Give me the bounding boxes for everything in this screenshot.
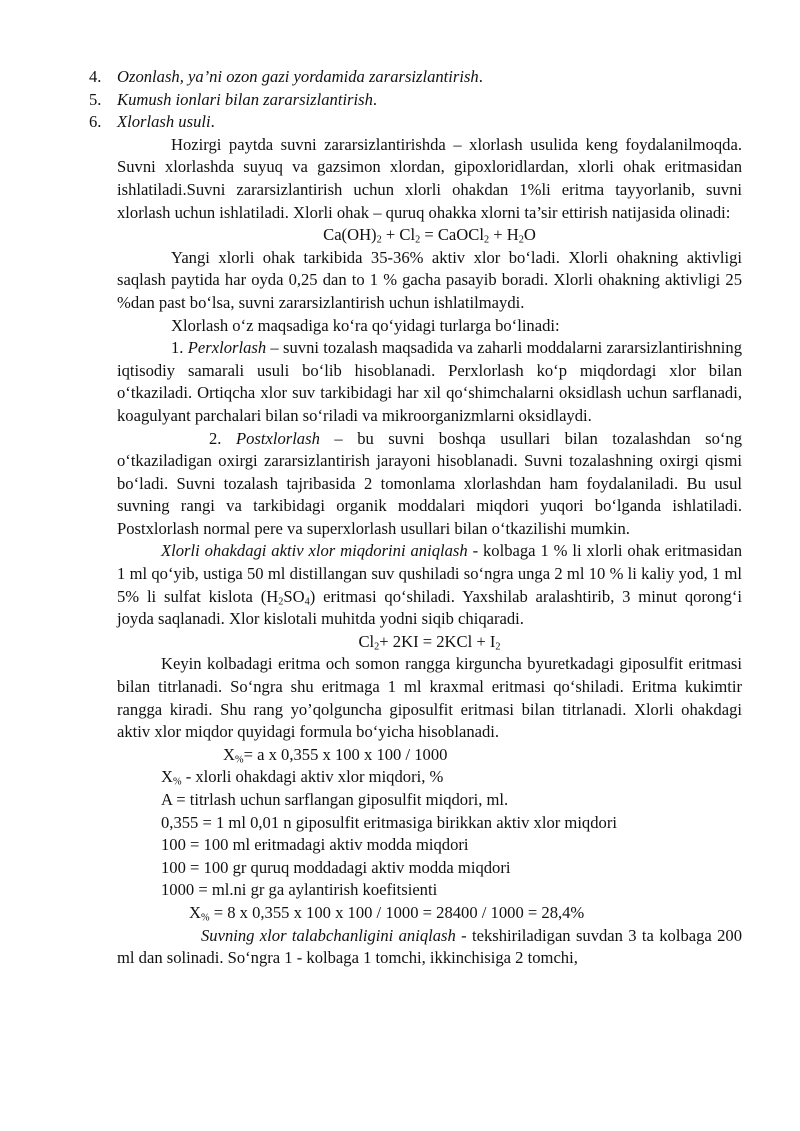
list-number: 4. (89, 67, 102, 86)
list-text: Xlorlash usuli (117, 112, 211, 132)
definition-line: 1000 = ml.ni gr ga aylantirish koefitsienti (161, 880, 438, 900)
paragraph-activity: Yangi xlorli ohak tarkibida 35-36% aktiv xlor bo‘ladi. Xlorli ohakning aktivligi saqlash paytida har oyda 0,25 dan to 1 % gacha pasayib boradi. Xlorli ohakning aktivligi 25 %dan past bo‘lsa, suvni zararsizlantirish uchun ishlatilmaydi. (117, 247, 742, 312)
formula-active-chlorine: $X_{\%}= a$ x 0,355 x 100 x 100 / 1000 (223, 744, 448, 766)
paragraph-postchlorination: 2. Postxlorlash – bu suvni boshqa usullari bilan tozalashdan so‘ng o‘tkaziladigan oxirgi zararsizlantirish jarayoni hisoblanadi. Suvni tozalashning oxirgi qismi bo‘ladi. Suvni tozalash tajribasida 2 tomonlama xlorlashdan ham foydalaniladi. Bu usul suvning rangi va tarkibidagi organik moddalari miqdori yuqori bo‘lganda ishlatiladi. Postxlorlash normal pere va superxlorlash usullari bilan o‘tkazilishi mumkin. (117, 428, 743, 538)
calculation-example: $X_{\%} = 8$ x 0,355 x 100 x 100 / 1000 = 28400 / 1000 = 28,4% (189, 902, 585, 924)
paragraph-active-chlorine-method: Xlorli ohakdagi aktiv xlor miqdorini aniqlash - kolbaga 1 % li xlorli ohak eritmasidan 1 ml qo‘yib, ustiga 50 ml distillangan suv qushiladi so‘ngra unga 2 ml 10 % li kaliy yod, 1 ml 5% li sulfat kislota $(H_2SO_4)$ eritmasi qo‘shiladi. Yaxshilab aralashtirib, 3 minut qorong‘i joyda saqlanadi. Xlor kislotali muhitda yodni siqib chiqaradi. (117, 541, 742, 629)
equation-iodine: $Cl_2+ 2KI = 2KCl + I_2$ (358, 631, 501, 653)
list-number: 6. (89, 112, 102, 132)
paragraph-chlorine-demand: Suvning xlor talabchanligini aniqlash - tekshiriladigan suvdan 3 ta kolbaga 200 ml dan solinadi. So‘ngra 1 - kolbaga 1 tomchi, ikkinchisiga 2 tomchi, (117, 925, 742, 968)
list-item: 5. Kumush ionlari bilan zararsizlantirish. (89, 89, 742, 112)
definition-line: $X_{\%}$ - xlorli ohakdagi aktiv xlor miqdori, % (161, 767, 444, 788)
document-page (89, 66, 743, 970)
term-active-chlorine: Xlorli ohakdagi aktiv xlor miqdorini aniqlash (161, 541, 468, 561)
equation-calcium-hypochlorite: $Ca(OH)_2 + Cl_2$ = CaOCl$_2$ + $H_2O$ (323, 225, 536, 246)
list-text: Ozonlash, ya’ni ozon gazi yordamida zararsizlantirish (117, 67, 479, 86)
definition-line: A = titrlash uchun sarflangan giposulfit miqdori, ml. (161, 790, 509, 809)
list-item: 6. Xlorlash usuli. (89, 111, 742, 134)
list-item: 4. Ozonlash, ya’ni ozon gazi yordamida zararsizlantirish. (89, 66, 742, 89)
definition-line: 100 = 100 gr quruq moddadagi aktiv modda miqdori (161, 857, 511, 877)
definition-line: 0,355 = 1 ml 0,01 n giposulfit eritmasiga birikkan aktiv xlor miqdori (161, 812, 617, 832)
list-number: 5. (89, 89, 102, 109)
paragraph-perchlorination: 1. Perxlorlash – suvni tozalash maqsadida va zaharli moddalarni zararsizlantirishning iqtisodiy samarali usuli bo‘lib hisoblanadi. Perxlorlash ko‘p miqdordagi xlor bilan o‘tkaziladi. Ortiqcha xlor suv tarkibidagi har xil qo‘shimchalarni oksidlash uchun sarflanadi, koagulyant parchalari bilan so‘riladi va mikroorganizmlarni oksidlaydi. (117, 338, 743, 425)
list-text: Kumush ionlari bilan zararsizlantirish (117, 89, 373, 109)
term-perchlorination: Perxlorlash (187, 338, 267, 358)
paragraph-types: Xlorlash o‘z maqsadiga ko‘ra qo‘yidagi turlarga bo‘linadi: (171, 315, 560, 335)
definition-line: 100 = 100 ml eritmadagi aktiv modda miqdori (161, 835, 469, 855)
paragraph-titration: Keyin kolbadagi eritma och somon rangga kirguncha byuretkadagi giposulfit eritmasi bilan titrlanadi. So‘ngra shu eritmaga 1 ml kraxmal eritmasi qo‘shiladi. Eritma kukimtir rangga kiradi. Shu rang yo’qolguncha giposulfit eritmasi bilan titrlanadi. Xlorli ohakdagi aktiv xlor miqdor quyidagi formula bo‘yicha hisoblanadi. (117, 654, 742, 742)
term-postchlorination: Postxlorlash (235, 428, 320, 448)
paragraph-chlorination-intro: Hozirgi paytda suvni zararsizlantirishda – xlorlash usulida keng foydalanilmoqda. Suvni xlorlashda suyuq va gazsimon xlordan, gipoxloridlardan, xlorli ohak eritmasidan ishlatiladi.Suvni zararsizlantirish uchun xlorli ohakdan 1%li eritma tayyorlanib, suvni xlorlash uchun ishlatiladi. Xlorli ohak – quruq ohakka xlorni ta’sir ettirish natijasida olinadi: (117, 134, 742, 222)
term-chlorine-demand: Suvning xlor talabchanligini aniqlash (201, 925, 456, 945)
